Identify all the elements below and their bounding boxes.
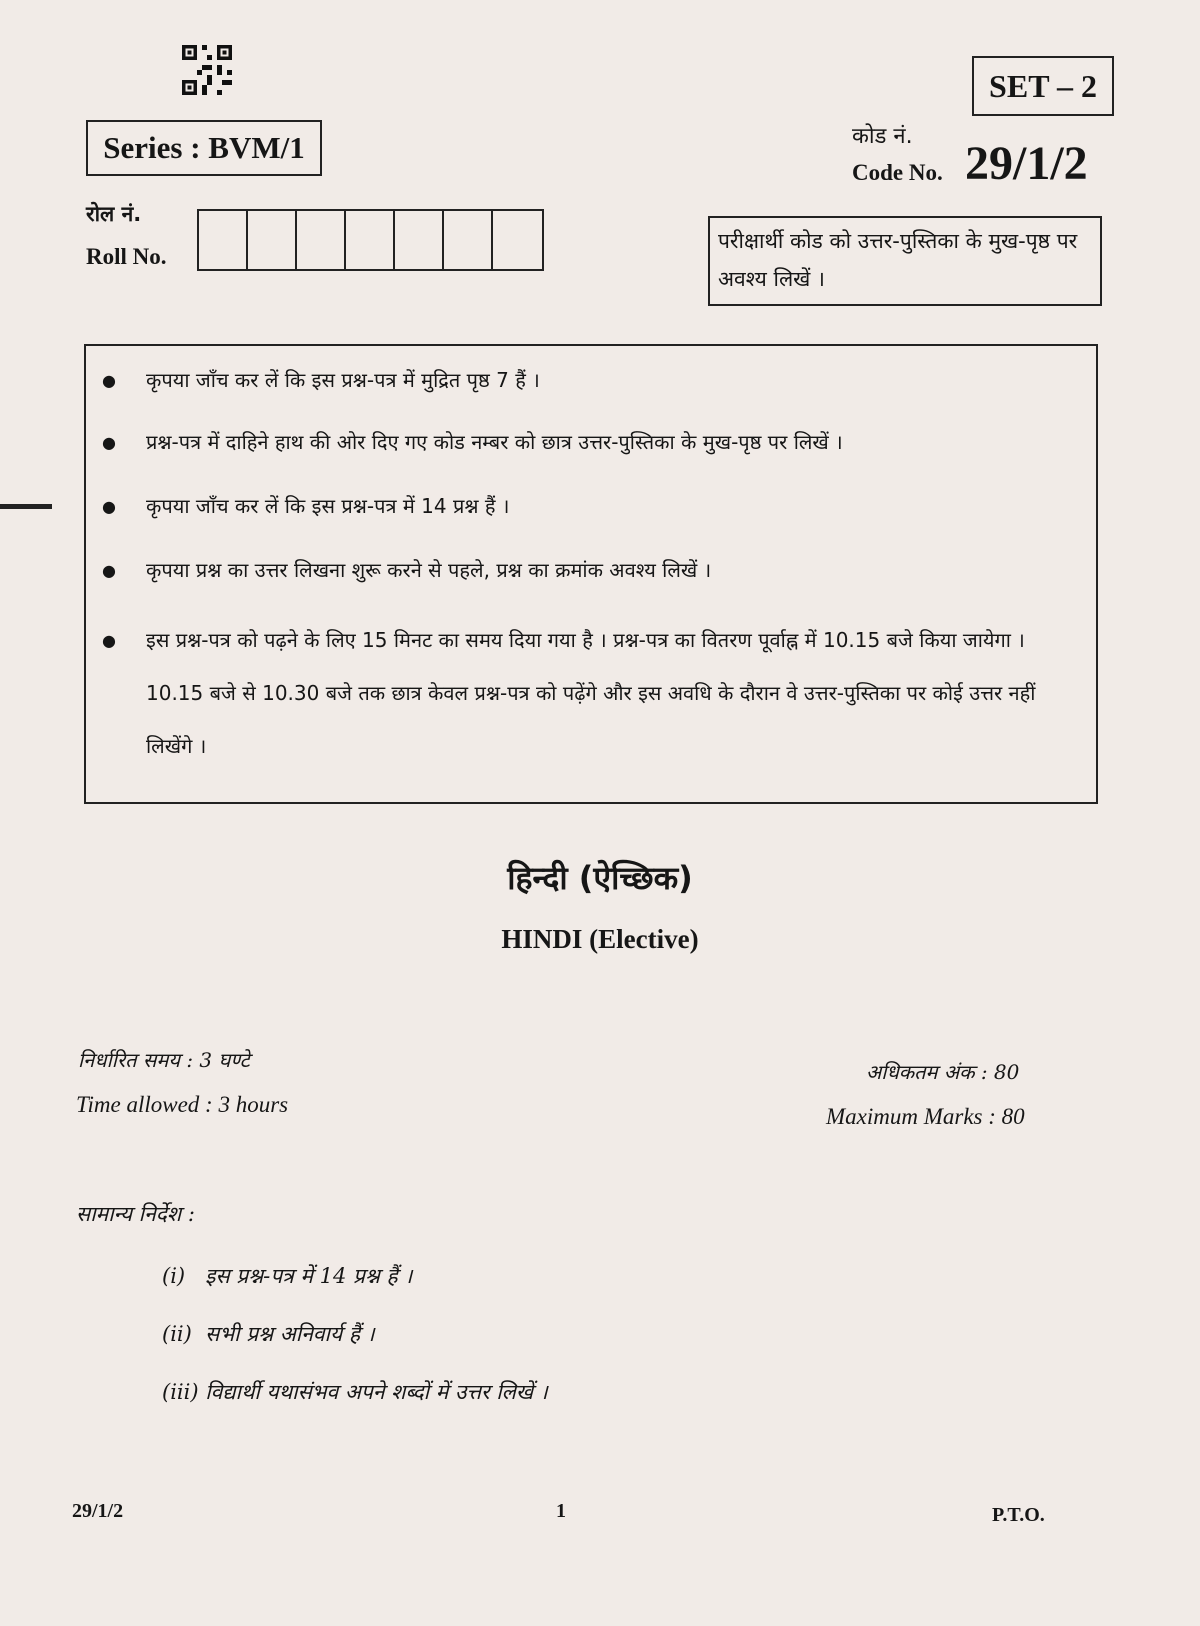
pto-label: P.T.O. [992, 1504, 1045, 1526]
code-number: 29/1/2 [965, 137, 1088, 190]
roll-cell[interactable] [297, 211, 346, 269]
instruction-item: ● इस प्रश्न-पत्र को पढ़ने के लिए 15 मिनट का समय दिया गया है । प्रश्न-पत्र का वितरण पूर्वाह्न में 10.15 बजे किया जायेगा । 10.15 बजे से 10.30 बजे तक छात्र केवल प्रश्न-पत्र को पढ़ेंगे और इस अवधि के दौरान वे उत्तर-पुस्तिका पर कोई उत्तर नहीं लिखेंगे । [146, 614, 1086, 773]
instruction-item: ● कृपया प्रश्न का उत्तर लिखना शुरू करने से पहले, प्रश्न का क्रमांक अवश्य लिखें । [146, 544, 1086, 597]
instructions-box [84, 344, 1098, 804]
roll-cell[interactable] [493, 211, 542, 269]
max-marks-english: Maximum Marks : 80 [826, 1104, 1025, 1129]
code-label-english: Code No. [852, 160, 943, 185]
general-instruction-item: (i) इस प्रश्न-पत्र में 14 प्रश्न हैं । [162, 1264, 413, 1288]
instruction-item: ● प्रश्न-पत्र में दाहिने हाथ की ओर दिए गए कोड नम्बर को छात्र उत्तर-पुस्तिका के मुख-पृष्ठ पर लिखें । [146, 416, 1086, 469]
instruction-item: ● कृपया जाँच कर लें कि इस प्रश्न-पत्र में 14 प्रश्न हैं । [146, 480, 1086, 533]
candidate-code-note: परीक्षार्थी कोड को उत्तर-पुस्तिका के मुख-पृष्ठ पर अवश्य लिखें । [708, 216, 1102, 306]
general-instructions-title: सामान्य निर्देश : [76, 1202, 195, 1226]
subject-title-english: HINDI (Elective) [501, 924, 699, 954]
roll-cell[interactable] [248, 211, 297, 269]
general-instruction-item: (iii) विद्यार्थी यथासंभव अपने शब्दों में उत्तर लिखें । [162, 1380, 548, 1404]
roll-label-hindi: रोल नं. [86, 202, 142, 226]
footer-code: 29/1/2 [72, 1500, 124, 1522]
qr-code-icon [182, 45, 232, 95]
roll-cell[interactable] [199, 211, 248, 269]
instruction-item: ● कृपया जाँच कर लें कि इस प्रश्न-पत्र में मुद्रित पृष्ठ 7 हैं । [146, 354, 1086, 407]
general-instruction-item: (ii) सभी प्रश्न अनिवार्य हैं । [162, 1322, 375, 1346]
subject-title-hindi: हिन्दी (ऐच्छिक) [507, 859, 693, 897]
max-marks-hindi: अधिकतम अंक : 80 [866, 1060, 1020, 1084]
roll-cell[interactable] [346, 211, 395, 269]
set-badge: SET – 2 [972, 56, 1114, 116]
roll-number-boxes[interactable] [197, 209, 544, 271]
roll-cell[interactable] [395, 211, 444, 269]
time-allowed-english: Time allowed : 3 hours [76, 1092, 289, 1117]
margin-mark [0, 504, 52, 509]
page-number: 1 [556, 1500, 566, 1522]
roll-label-english: Roll No. [86, 244, 167, 269]
code-label-hindi: कोड नं. [852, 124, 913, 149]
time-allowed-hindi: निर्धारित समय : 3 घण्टे [78, 1048, 250, 1072]
series-label: Series : BVM/1 [86, 120, 322, 176]
roll-cell[interactable] [444, 211, 493, 269]
